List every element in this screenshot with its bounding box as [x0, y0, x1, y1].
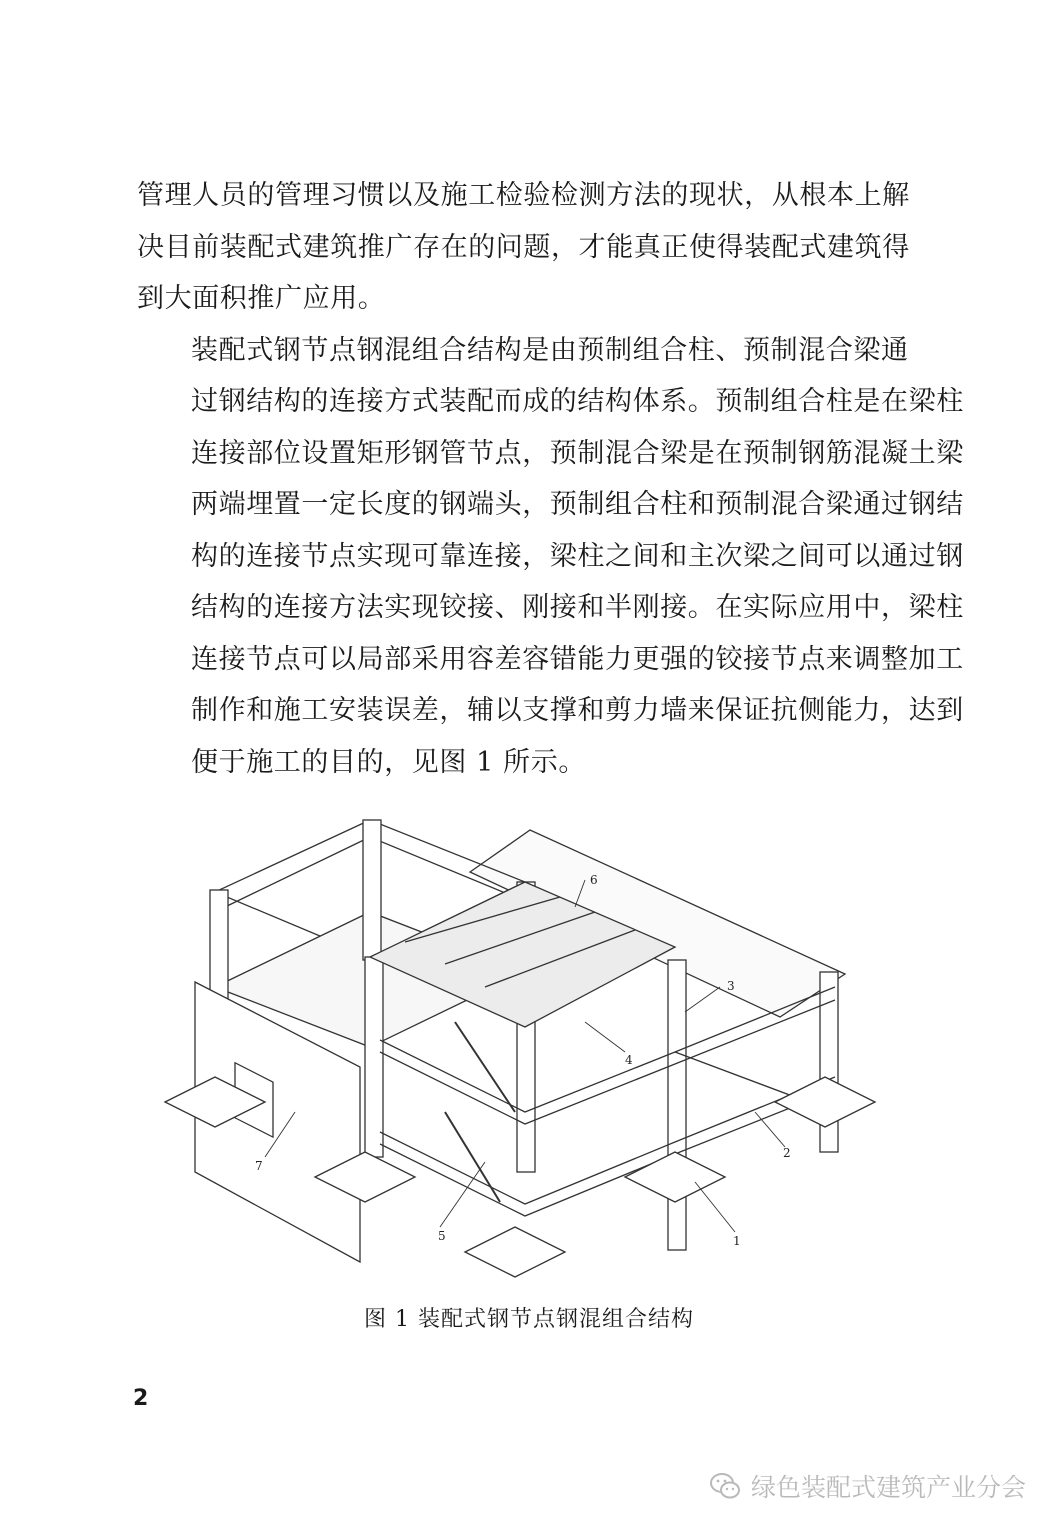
figure-label-2: 2 — [783, 1146, 791, 1160]
footing — [625, 1152, 725, 1202]
watermark-text: 绿色装配式建筑产业分会 — [750, 1473, 1026, 1502]
figure-label-4: 4 — [625, 1053, 633, 1067]
column — [365, 957, 383, 1157]
text-line: 决目前装配式建筑推广存在的问题，才能真正使得装配式建筑得 — [137, 231, 910, 263]
brace — [455, 1022, 515, 1112]
text-line: 构的连接节点实现可靠连接，梁柱之间和主次梁之间可以通过钢 — [191, 540, 964, 572]
figure-label-6: 6 — [590, 873, 598, 887]
text-line: 管理人员的管理习惯以及施工检验检测方法的现状，从根本上解 — [137, 180, 910, 211]
text-line: 装配式钢节点钢混组合结构是由预制组合柱、预制混合梁通 — [191, 334, 909, 366]
text-line: 结构的连接方法实现铰接、刚接和半刚接。在实际应用中，梁柱 — [191, 592, 964, 623]
figure-label-7: 7 — [255, 1159, 263, 1173]
beam — [380, 1090, 835, 1216]
footing — [775, 1077, 875, 1127]
text-line: 过钢结构的连接方式装配而成的结构体系。预制组合柱是在梁柱 — [191, 386, 964, 417]
figure-label-3: 3 — [727, 979, 735, 993]
wechat-icon — [709, 1472, 741, 1500]
text-line: 两端埋置一定长度的钢端头，预制组合柱和预制混合梁通过钢结 — [191, 489, 964, 520]
body-text — [137, 170, 964, 788]
text-line: 到大面积推广应用。 — [137, 283, 386, 314]
figure-caption: 图 1 装配式钢节点钢混组合结构 — [364, 1307, 694, 1332]
page-number: 2 — [133, 1386, 149, 1411]
column — [363, 820, 381, 960]
watermark — [709, 1468, 1026, 1504]
structure-figure — [155, 812, 895, 1282]
structure-drawing — [155, 812, 895, 1282]
text-line: 连接部位设置矩形钢管节点，预制混合梁是在预制钢筋混凝土梁 — [191, 437, 964, 469]
text-line: 制作和施工安装误差，辅以支撑和剪力墙来保证抗侧能力，达到 — [191, 695, 964, 726]
paragraph-2 — [137, 325, 964, 789]
figure-label-1: 1 — [733, 1234, 741, 1248]
footing — [465, 1227, 565, 1277]
beam — [380, 1077, 835, 1204]
paragraph-1 — [137, 170, 927, 325]
text-line: 便于施工的目的，见图 1 所示。 — [191, 746, 586, 778]
brace — [445, 1112, 500, 1202]
figure-label-5: 5 — [438, 1229, 446, 1243]
text-line: 连接节点可以局部采用容差容错能力更强的铰接节点来调整加工 — [191, 643, 964, 675]
column — [668, 960, 686, 1250]
